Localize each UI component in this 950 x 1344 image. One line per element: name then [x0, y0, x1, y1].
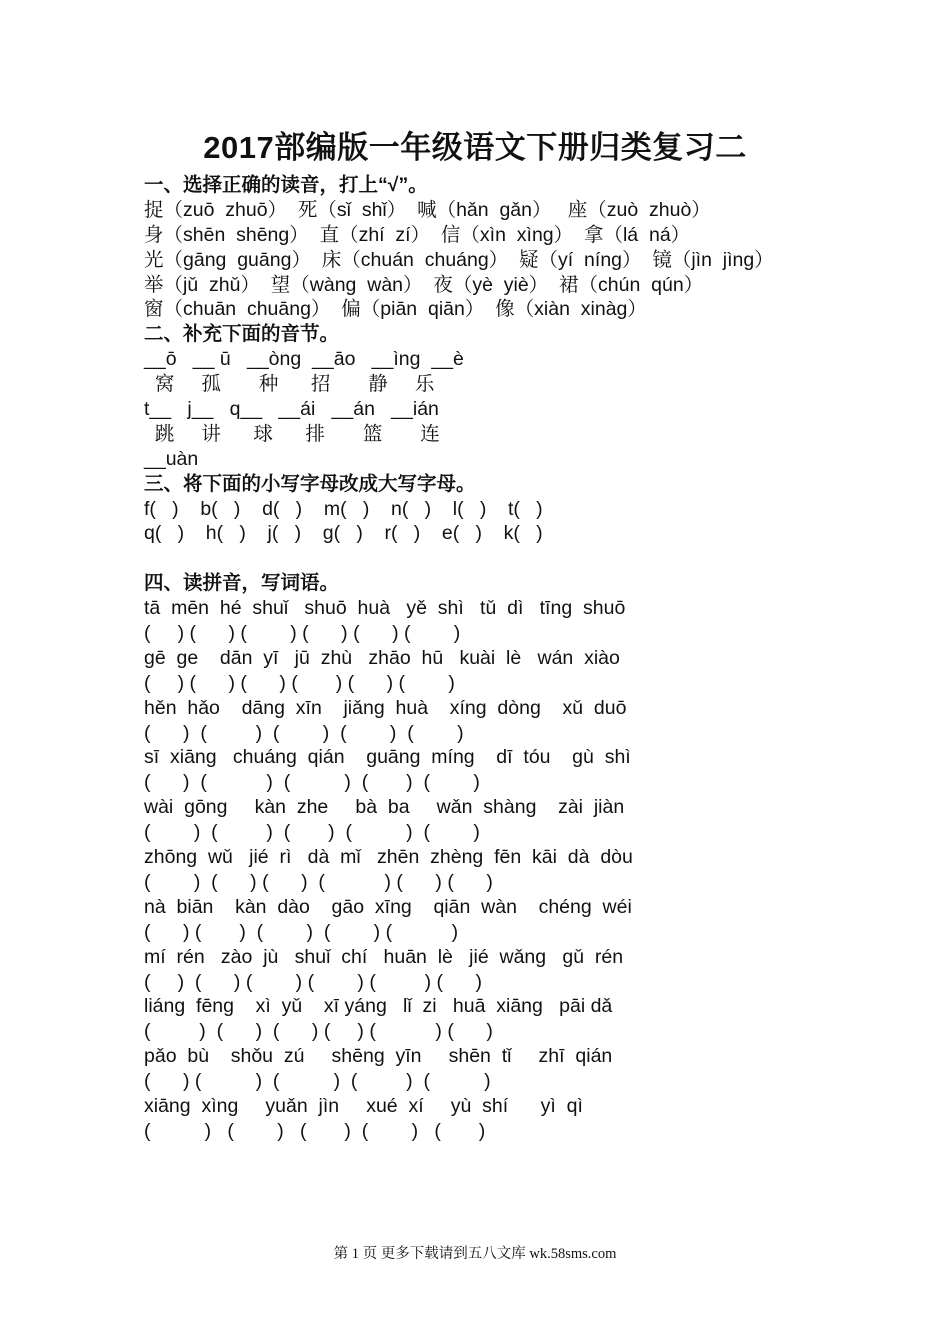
answer-brackets-row: ( ) ( ) ( ) ( ) ( ) — [144, 821, 480, 844]
answer-brackets-row: ( ) ( ) ( ) ( ) ( ) — [144, 1070, 491, 1093]
page-footer: 第 1 页 更多下载请到五八文库 wk.58sms.com — [333, 1246, 617, 1262]
pinyin-row: wài gōng kàn zhe bà ba wǎn shàng zài jiàn — [144, 796, 625, 819]
section-1-line: 身（shēn shēng） 直（zhí zí） 信（xìn xìng） 拿（lá ná） — [144, 223, 691, 246]
answer-brackets-row: ( ) ( ) ( ) ( ) ( ) — [144, 771, 480, 794]
pinyin-row: zhōng wǔ jié rì dà mǐ zhēn zhèng fēn kāi dà dòu — [144, 846, 633, 869]
letters-row: q( ) h( ) j( ) g( ) r( ) e( ) k( ) — [144, 522, 543, 545]
pinyin-row: tā mēn hé shuǐ shuō huà yě shì tǔ dì tīng shuō — [144, 597, 626, 620]
syllable-blanks-row: t__ j__ q__ __ái __án __ián — [144, 398, 439, 421]
section-1-heading: 一、选择正确的读音，打上“√”。 — [144, 174, 428, 196]
syllable-chars-row: 窝 孤 种 招 静 乐 — [144, 373, 435, 396]
answer-brackets-row: ( ) ( ) ( ) ( ) ( ) ( ) — [144, 671, 455, 694]
syllable-blanks-row: __ō __ ū __òng __āo __ìng __è — [144, 348, 464, 371]
pinyin-row: mí rén zào jù shuǐ chí huān lè jié wǎng gǔ rén — [144, 945, 624, 968]
section-1-line: 光（gāng guāng） 床（chuán chuáng） 疑（yí níng） 镜（jìn jìng） — [144, 248, 774, 271]
answer-brackets-row: ( ) ( ) ( ) ( ) ( ) — [144, 920, 459, 943]
answer-brackets-row: ( ) ( ) ( ) ( ) ( ) ( ) — [144, 870, 493, 893]
section-1-line: 窗（chuān chuāng） 偏（piān qiān） 像（xiàn xinàg） — [144, 298, 647, 321]
pinyin-row: liáng fēng xì yǔ xī yáng lǐ zi huā xiāng pāi dǎ — [144, 995, 613, 1018]
answer-brackets-row: ( ) ( ) ( ) ( ) ( ) ( ) — [144, 1020, 493, 1043]
worksheet-body — [144, 173, 924, 1144]
pinyin-row: xiāng xìng yuǎn jìn xué xí yù shí yì qì — [144, 1094, 583, 1117]
syllable-blanks-row: __uàn — [144, 447, 199, 470]
answer-brackets-row: ( ) ( ) ( ) ( ) ( ) — [144, 721, 464, 744]
syllable-chars-row: 跳 讲 球 排 篮 连 — [144, 422, 440, 445]
section-2-heading: 二、补充下面的音节。 — [144, 323, 340, 346]
blank-spacer — [144, 546, 924, 571]
answer-brackets-row: ( ) ( ) ( ) ( ) ( ) ( ) — [144, 970, 482, 993]
pinyin-row: hěn hǎo dāng xīn jiǎng huà xíng dòng xǔ duō — [144, 696, 627, 719]
pinyin-row: pǎo bù shǒu zú shēng yīn shēn tǐ zhī qián — [144, 1045, 613, 1068]
pinyin-row: nà biān kàn dào gāo xīng qiān wàn chéng wéi — [144, 895, 632, 918]
section-4-heading: 四、读拼音，写词语。 — [144, 572, 340, 595]
document-title: 2017部编版一年级语文下册归类复习二 — [203, 130, 747, 165]
pinyin-row: sī xiāng chuáng qián guāng míng dī tóu gù shì — [144, 746, 631, 769]
section-3-heading: 三、将下面的小写字母改成大写字母。 — [144, 472, 476, 495]
letters-row: f( ) b( ) d( ) m( ) n( ) l( ) t( ) — [144, 497, 543, 520]
answer-brackets-row: ( ) ( ) ( ) ( ) ( ) — [144, 1119, 486, 1142]
answer-brackets-row: ( ) ( ) ( ) ( ) ( ) ( ) — [144, 622, 461, 645]
pinyin-row: gē ge dān yī jū zhù zhāo hū kuài lè wán xiào — [144, 646, 620, 669]
section-1-line: 举（jǔ zhǔ） 望（wàng wàn） 夜（yè yiè） 裙（chún qún） — [144, 273, 704, 296]
section-1-line: 捉（zuō zhuō） 死（sǐ shǐ） 喊（hǎn gǎn） 座（zuò zhuò） — [144, 198, 711, 221]
